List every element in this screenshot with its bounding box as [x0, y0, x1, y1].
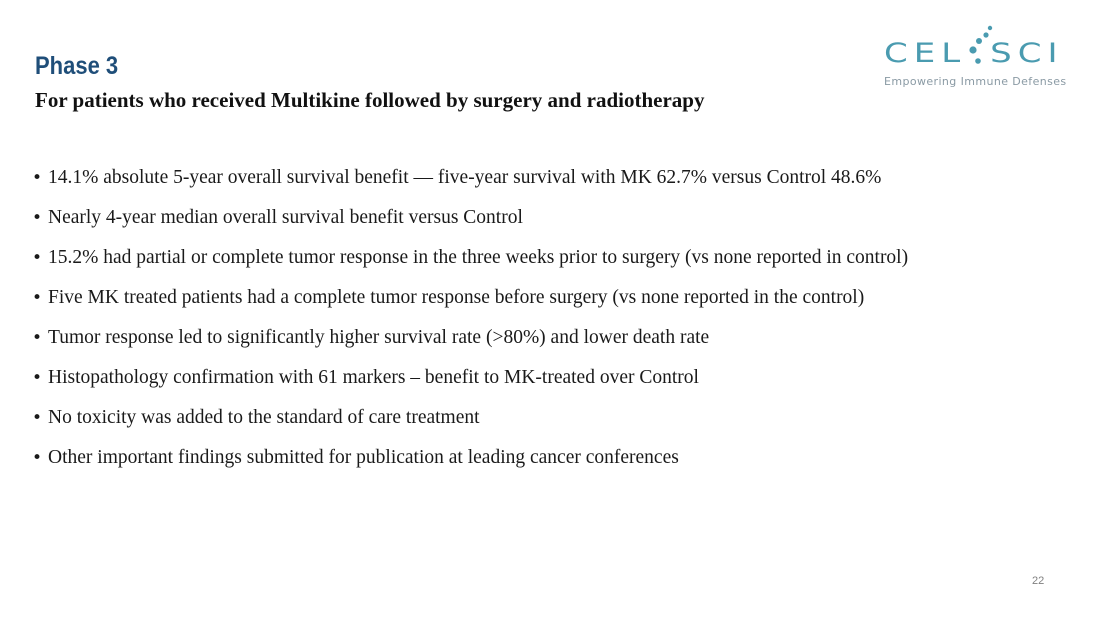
bullet-text: 15.2% had partial or complete tumor response in the three weeks prior to surgery (vs none reported in control) — [48, 247, 909, 268]
bullet-text: Nearly 4-year median overall survival benefit versus Control — [48, 207, 523, 228]
bullet-icon: • — [32, 408, 43, 428]
bullet-text: 14.1% absolute 5-year overall survival benefit — five-year survival with MK 62.7% versus Control 48.6% — [48, 167, 882, 188]
bullet-icon: • — [32, 168, 43, 188]
logo-word-left: CEL — [884, 38, 967, 70]
list-item — [32, 164, 908, 204]
bullet-icon: • — [32, 368, 43, 388]
bullet-icon: • — [32, 208, 43, 228]
logo-dots-icon — [964, 24, 998, 68]
bullet-text: Histopathology confirmation with 61 markers – benefit to MK-treated over Control — [48, 367, 699, 388]
bullet-text: No toxicity was added to the standard of care treatment — [48, 407, 480, 428]
cel-sci-logo — [880, 24, 1080, 94]
bullet-icon: • — [32, 248, 43, 268]
list-item — [32, 204, 908, 244]
list-item — [32, 404, 908, 444]
bullet-text: Tumor response led to significantly higher survival rate (>80%) and lower death rate — [48, 327, 710, 348]
bullet-icon: • — [32, 448, 43, 468]
list-item — [32, 244, 908, 284]
list-item — [32, 284, 908, 324]
list-item — [32, 324, 908, 364]
slide-title: Phase 3 — [35, 52, 119, 80]
bullet-list — [32, 164, 908, 484]
bullet-text: Five MK treated patients had a complete tumor response before surgery (vs none reported in the control) — [48, 287, 865, 308]
list-item — [32, 444, 908, 484]
slide-subtitle: For patients who received Multikine followed by surgery and radiotherapy — [35, 88, 705, 112]
page-number: 22 — [1032, 575, 1045, 587]
logo-tagline: Empowering Immune Defenses — [884, 75, 1067, 88]
bullet-icon: • — [32, 328, 43, 348]
bullet-text: Other important findings submitted for publication at leading cancer conferences — [48, 447, 679, 468]
logo-word-right: SCI — [990, 38, 1064, 70]
list-item — [32, 364, 908, 404]
bullet-icon: • — [32, 288, 43, 308]
